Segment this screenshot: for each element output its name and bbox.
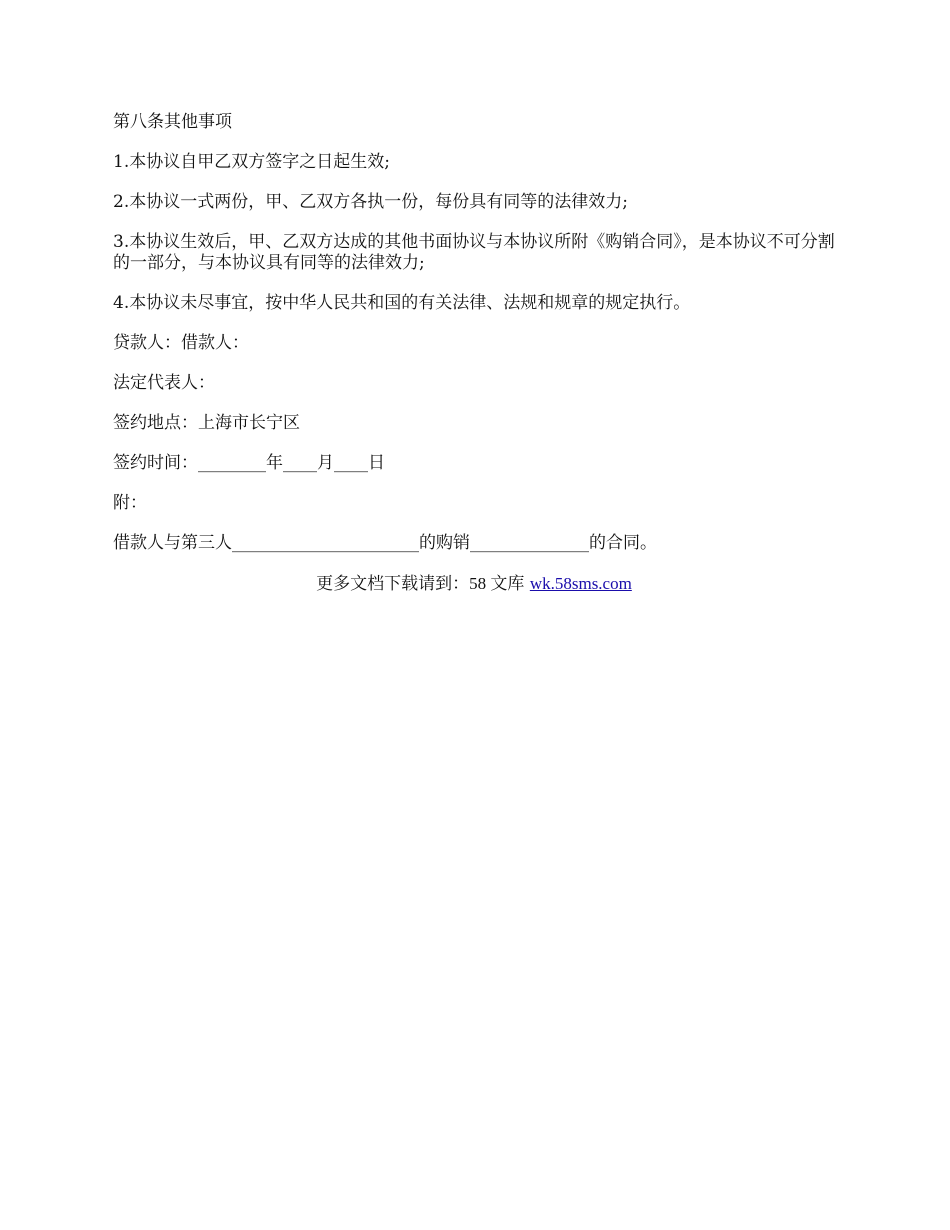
parties-line: 贷款人：借款人： — [113, 333, 249, 353]
site-link[interactable]: wk.58sms.com — [529, 574, 632, 593]
download-footer — [113, 573, 835, 595]
clause-1: 1.本协议自甲乙双方签字之日起生效; — [113, 152, 390, 172]
clause-4: 4.本协议未尽事宜，按中华人民共和国的有关法律、法规和规章的规定执行。 — [113, 293, 691, 313]
legal-rep-line: 法定代表人： — [113, 373, 215, 393]
document-body — [113, 112, 835, 595]
clause-3: 3.本协议生效后，甲、乙双方达成的其他书面协议与本协议所附《购销合同》，是本协议不可分割的一部分，与本协议具有同等的法律效力; — [113, 232, 835, 273]
footer-prefix: 更多文档下载请到： — [316, 574, 470, 594]
section-heading: 第八条其他事项 — [113, 112, 232, 132]
sign-place-line: 签约地点：上海市长宁区 — [113, 413, 300, 433]
attachment-label: 附： — [113, 493, 147, 513]
sign-time-line: 签约时间：________年____月____日 — [113, 453, 385, 473]
attachment-text: 借款人与第三人______________________的购销______________的合同。 — [113, 533, 657, 553]
clause-2: 2.本协议一式两份，甲、乙双方各执一份，每份具有同等的法律效力; — [113, 192, 628, 212]
footer-site-name: 58 文库 — [469, 574, 525, 593]
